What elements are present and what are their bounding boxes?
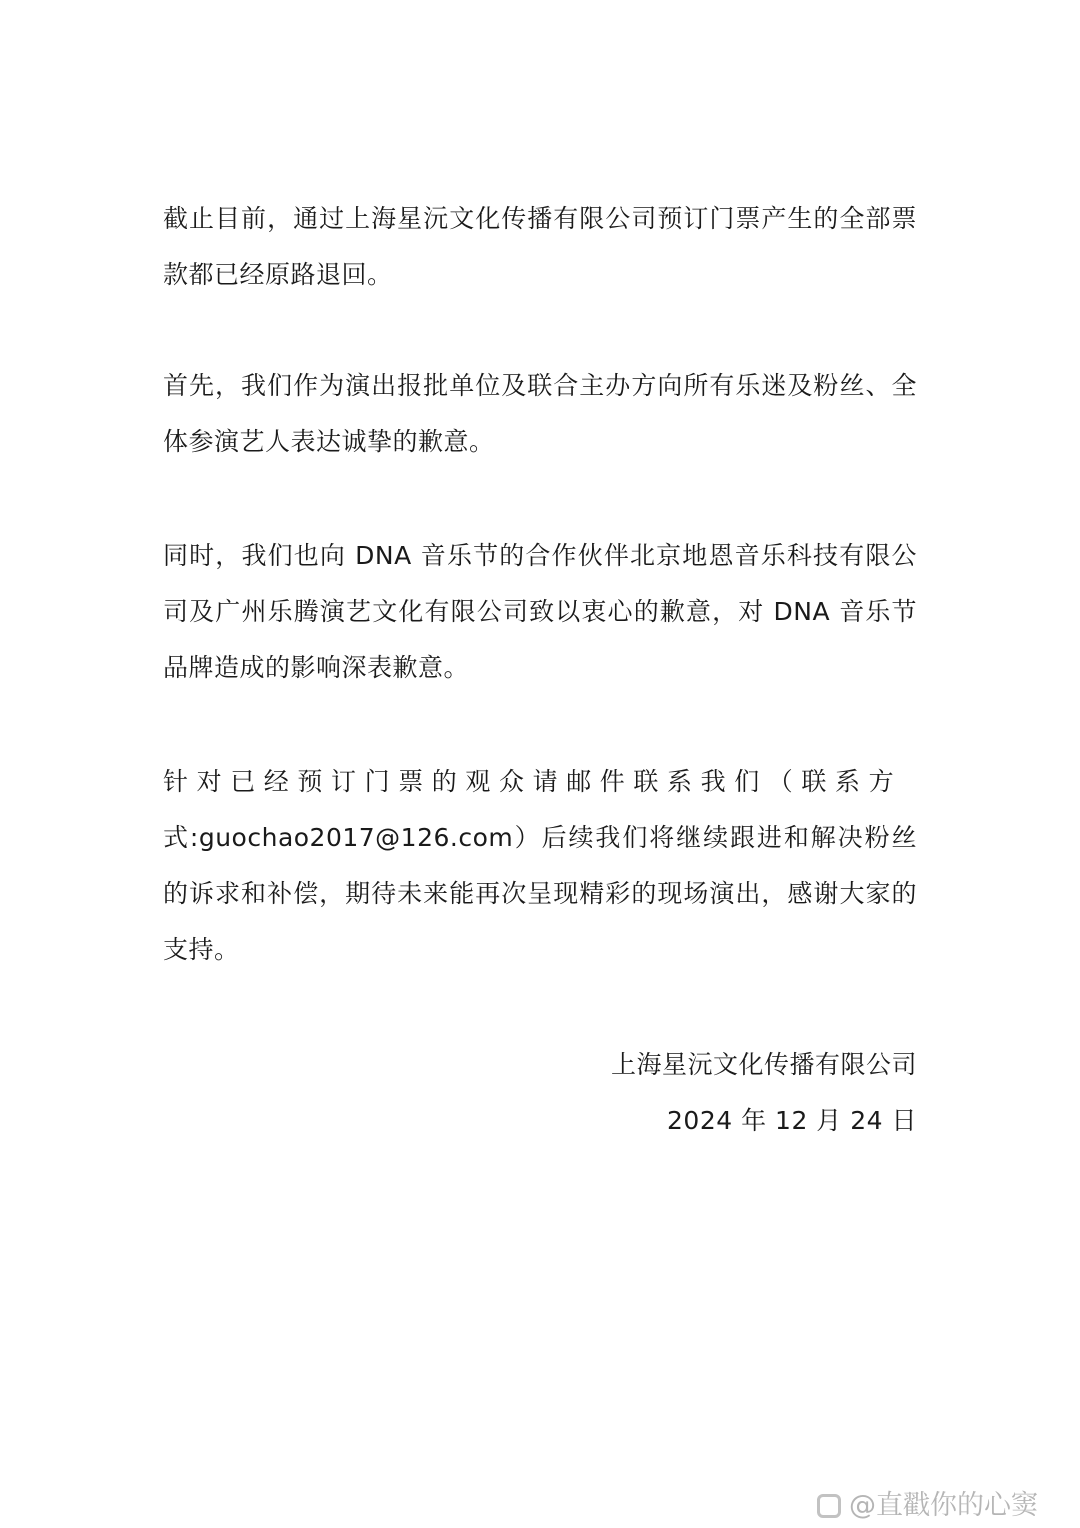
paragraph-apology-partners: 同时，我们也向 DNA 音乐节的合作伙伴北京地恩音乐科技有限公司及广州乐腾演艺文化有限公司致以衷心的歉意，对 DNA 音乐节品牌造成的影响深表歉意。 [163, 541, 917, 682]
watermark-text: @直戳你的心窦 [849, 1490, 1038, 1521]
watermark [817, 1486, 1038, 1526]
weibo-logo-icon [817, 1494, 841, 1518]
paragraph-contact [163, 754, 917, 978]
paragraph-contact-rest: 式:guochao2017@126.com）后续我们将继续跟进和解决粉丝的诉求和补偿，期待未来能再次呈现精彩的现场演出，感谢大家的支持。 [163, 823, 917, 964]
signature-date: 2024 年 12 月 24 日 [667, 1106, 917, 1135]
paragraph-contact-line-1: 针对已经预订门票的观众请邮件联系我们（联系方 [163, 767, 903, 796]
signature-company: 上海星沅文化传播有限公司 [610, 1050, 917, 1079]
paragraph-refund-notice: 截止目前，通过上海星沅文化传播有限公司预订门票产生的全部票款都已经原路退回。 [163, 204, 917, 289]
paragraph-apology-fans: 首先，我们作为演出报批单位及联合主办方向所有乐迷及粉丝、全体参演艺人表达诚挚的歉意。 [163, 371, 917, 456]
